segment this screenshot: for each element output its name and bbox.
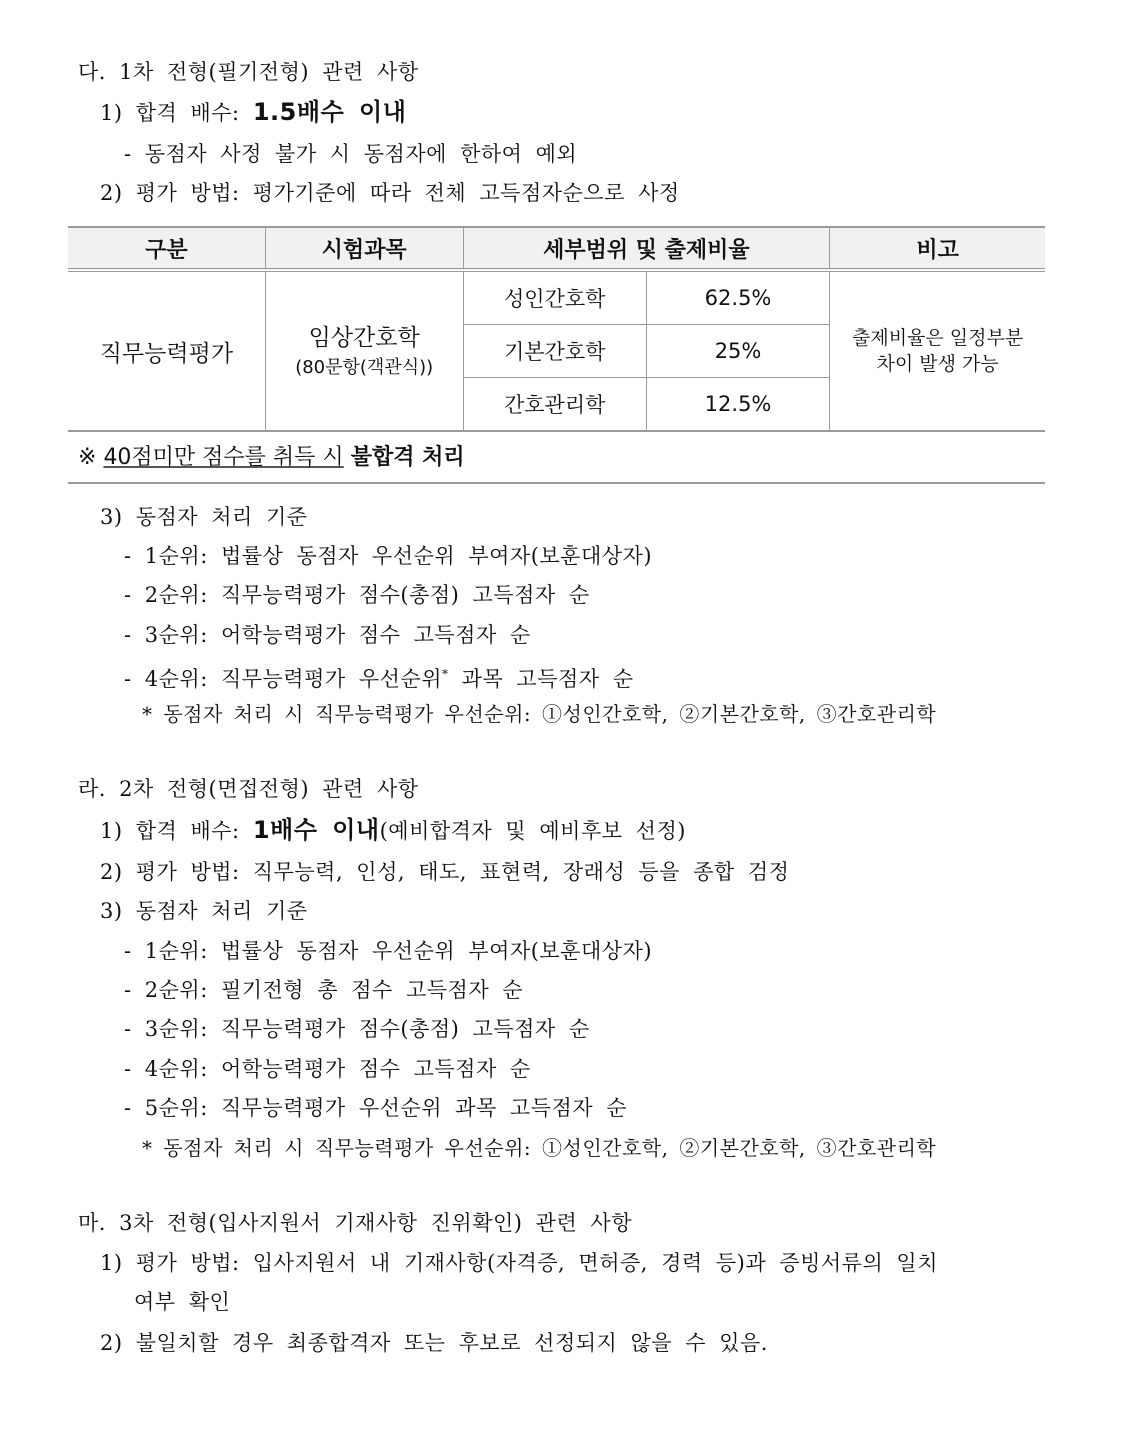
- exam-subject-table: [68, 226, 1045, 432]
- footnote: * 동점자 처리 시 직무능력평가 우선순위: ①성인간호학, ②기본간호학, ③간호관리학: [142, 1136, 937, 1160]
- category-cell: 직무능력평가: [68, 270, 265, 431]
- pass-ratio-value: 1.5배수 이내: [252, 98, 407, 126]
- area-cell: 기본간호학: [463, 325, 646, 378]
- section-ma-item1-line1: 1) 평가 방법: 입사지원서 내 기재사항(자격증, 면허증, 경력 등)과 증빙서류의 일치: [100, 1251, 938, 1275]
- tie-rule: - 2순위: 직무능력평가 점수(총점) 고득점자 순: [124, 583, 590, 607]
- pass-ratio-suffix: (예비합격자 및 예비후보 선정): [379, 819, 686, 843]
- note-cell: [830, 270, 1045, 431]
- tie-rule: - 2순위: 필기전형 총 점수 고득점자 순: [124, 978, 524, 1002]
- fail-notice: [68, 432, 1045, 484]
- section-ma-title: 마. 3차 전형(입사지원서 기재사항 진위확인) 관련 사항: [78, 1211, 632, 1235]
- tie-rule: - 1순위: 법률상 동점자 우선순위 부여자(보훈대상자): [124, 544, 653, 568]
- subject-cell: [265, 270, 463, 431]
- section-ma-item1-line2: 여부 확인: [134, 1290, 231, 1314]
- section-da-item2: 2) 평가 방법: 평가기준에 따라 전체 고득점자순으로 사정: [100, 181, 680, 205]
- footnote-mark: *: [442, 667, 449, 681]
- section-da-title: 다. 1차 전형(필기전형) 관련 사항: [78, 60, 419, 84]
- section-ra-item3: 3) 동점자 처리 기준: [100, 899, 308, 923]
- header-subject: 시험과목: [265, 227, 463, 270]
- note-line2: 차이 발생 가능: [876, 353, 999, 375]
- area-cell: 성인간호학: [463, 270, 646, 325]
- tie-rule: [124, 660, 634, 693]
- notice-underlined-text: 40점미만 점수를 취득 시: [103, 445, 344, 470]
- reference-mark-icon: ※: [78, 445, 104, 470]
- tie-rule: - 4순위: 어학능력평가 점수 고득점자 순: [124, 1057, 531, 1081]
- pass-ratio-label: 1) 합격 배수:: [100, 819, 253, 843]
- table-header-row: [68, 227, 1045, 270]
- subject-name: 임상간호학: [308, 325, 420, 351]
- tie-rule4-suffix: 과목 고득점자 순: [448, 667, 634, 691]
- section-ma-item2: 2) 불일치할 경우 최종합격자 또는 후보로 선정되지 않을 수 있음.: [100, 1331, 768, 1355]
- footnote: * 동점자 처리 시 직무능력평가 우선순위: ①성인간호학, ②기본간호학, ③간호관리학: [142, 702, 937, 726]
- notice-bold-text: 불합격 처리: [350, 445, 465, 470]
- note-line1: 출제비율은 일정부분: [851, 327, 1024, 349]
- pass-ratio-label: 1) 합격 배수:: [100, 101, 253, 125]
- tie-rule: - 5순위: 직무능력평가 우선순위 과목 고득점자 순: [124, 1096, 628, 1120]
- subject-question-count: (80문항(객관식)): [295, 357, 434, 378]
- section-da-item1: [100, 98, 406, 127]
- section-da-item3: 3) 동점자 처리 기준: [100, 505, 308, 529]
- ratio-cell: 25%: [646, 325, 829, 378]
- tie-rule: - 1순위: 법률상 동점자 우선순위 부여자(보훈대상자): [124, 939, 653, 963]
- tie-rule: - 3순위: 직무능력평가 점수(총점) 고득점자 순: [124, 1017, 590, 1041]
- ratio-cell: 12.5%: [646, 378, 829, 432]
- header-range-ratio: 세부범위 및 출제비율: [463, 227, 830, 270]
- section-da-item1-sub: - 동점자 사정 불가 시 동점자에 한하여 예외: [124, 142, 578, 166]
- header-note: 비고: [830, 227, 1045, 270]
- pass-ratio-value: 1배수 이내: [252, 816, 380, 844]
- tie-rule4-text: - 4순위: 직무능력평가 우선순위: [124, 667, 442, 691]
- table-row: [68, 270, 1045, 325]
- tie-rule: - 3순위: 어학능력평가 점수 고득점자 순: [124, 623, 531, 647]
- section-ra-title: 라. 2차 전형(면접전형) 관련 사항: [78, 777, 419, 801]
- ratio-cell: 62.5%: [646, 270, 829, 325]
- section-ra-item2: 2) 평가 방법: 직무능력, 인성, 태도, 표현력, 장래성 등을 종합 검정: [100, 860, 790, 884]
- section-ra-item1: [100, 816, 686, 845]
- area-cell: 간호관리학: [463, 378, 646, 432]
- header-category: 구분: [68, 227, 265, 270]
